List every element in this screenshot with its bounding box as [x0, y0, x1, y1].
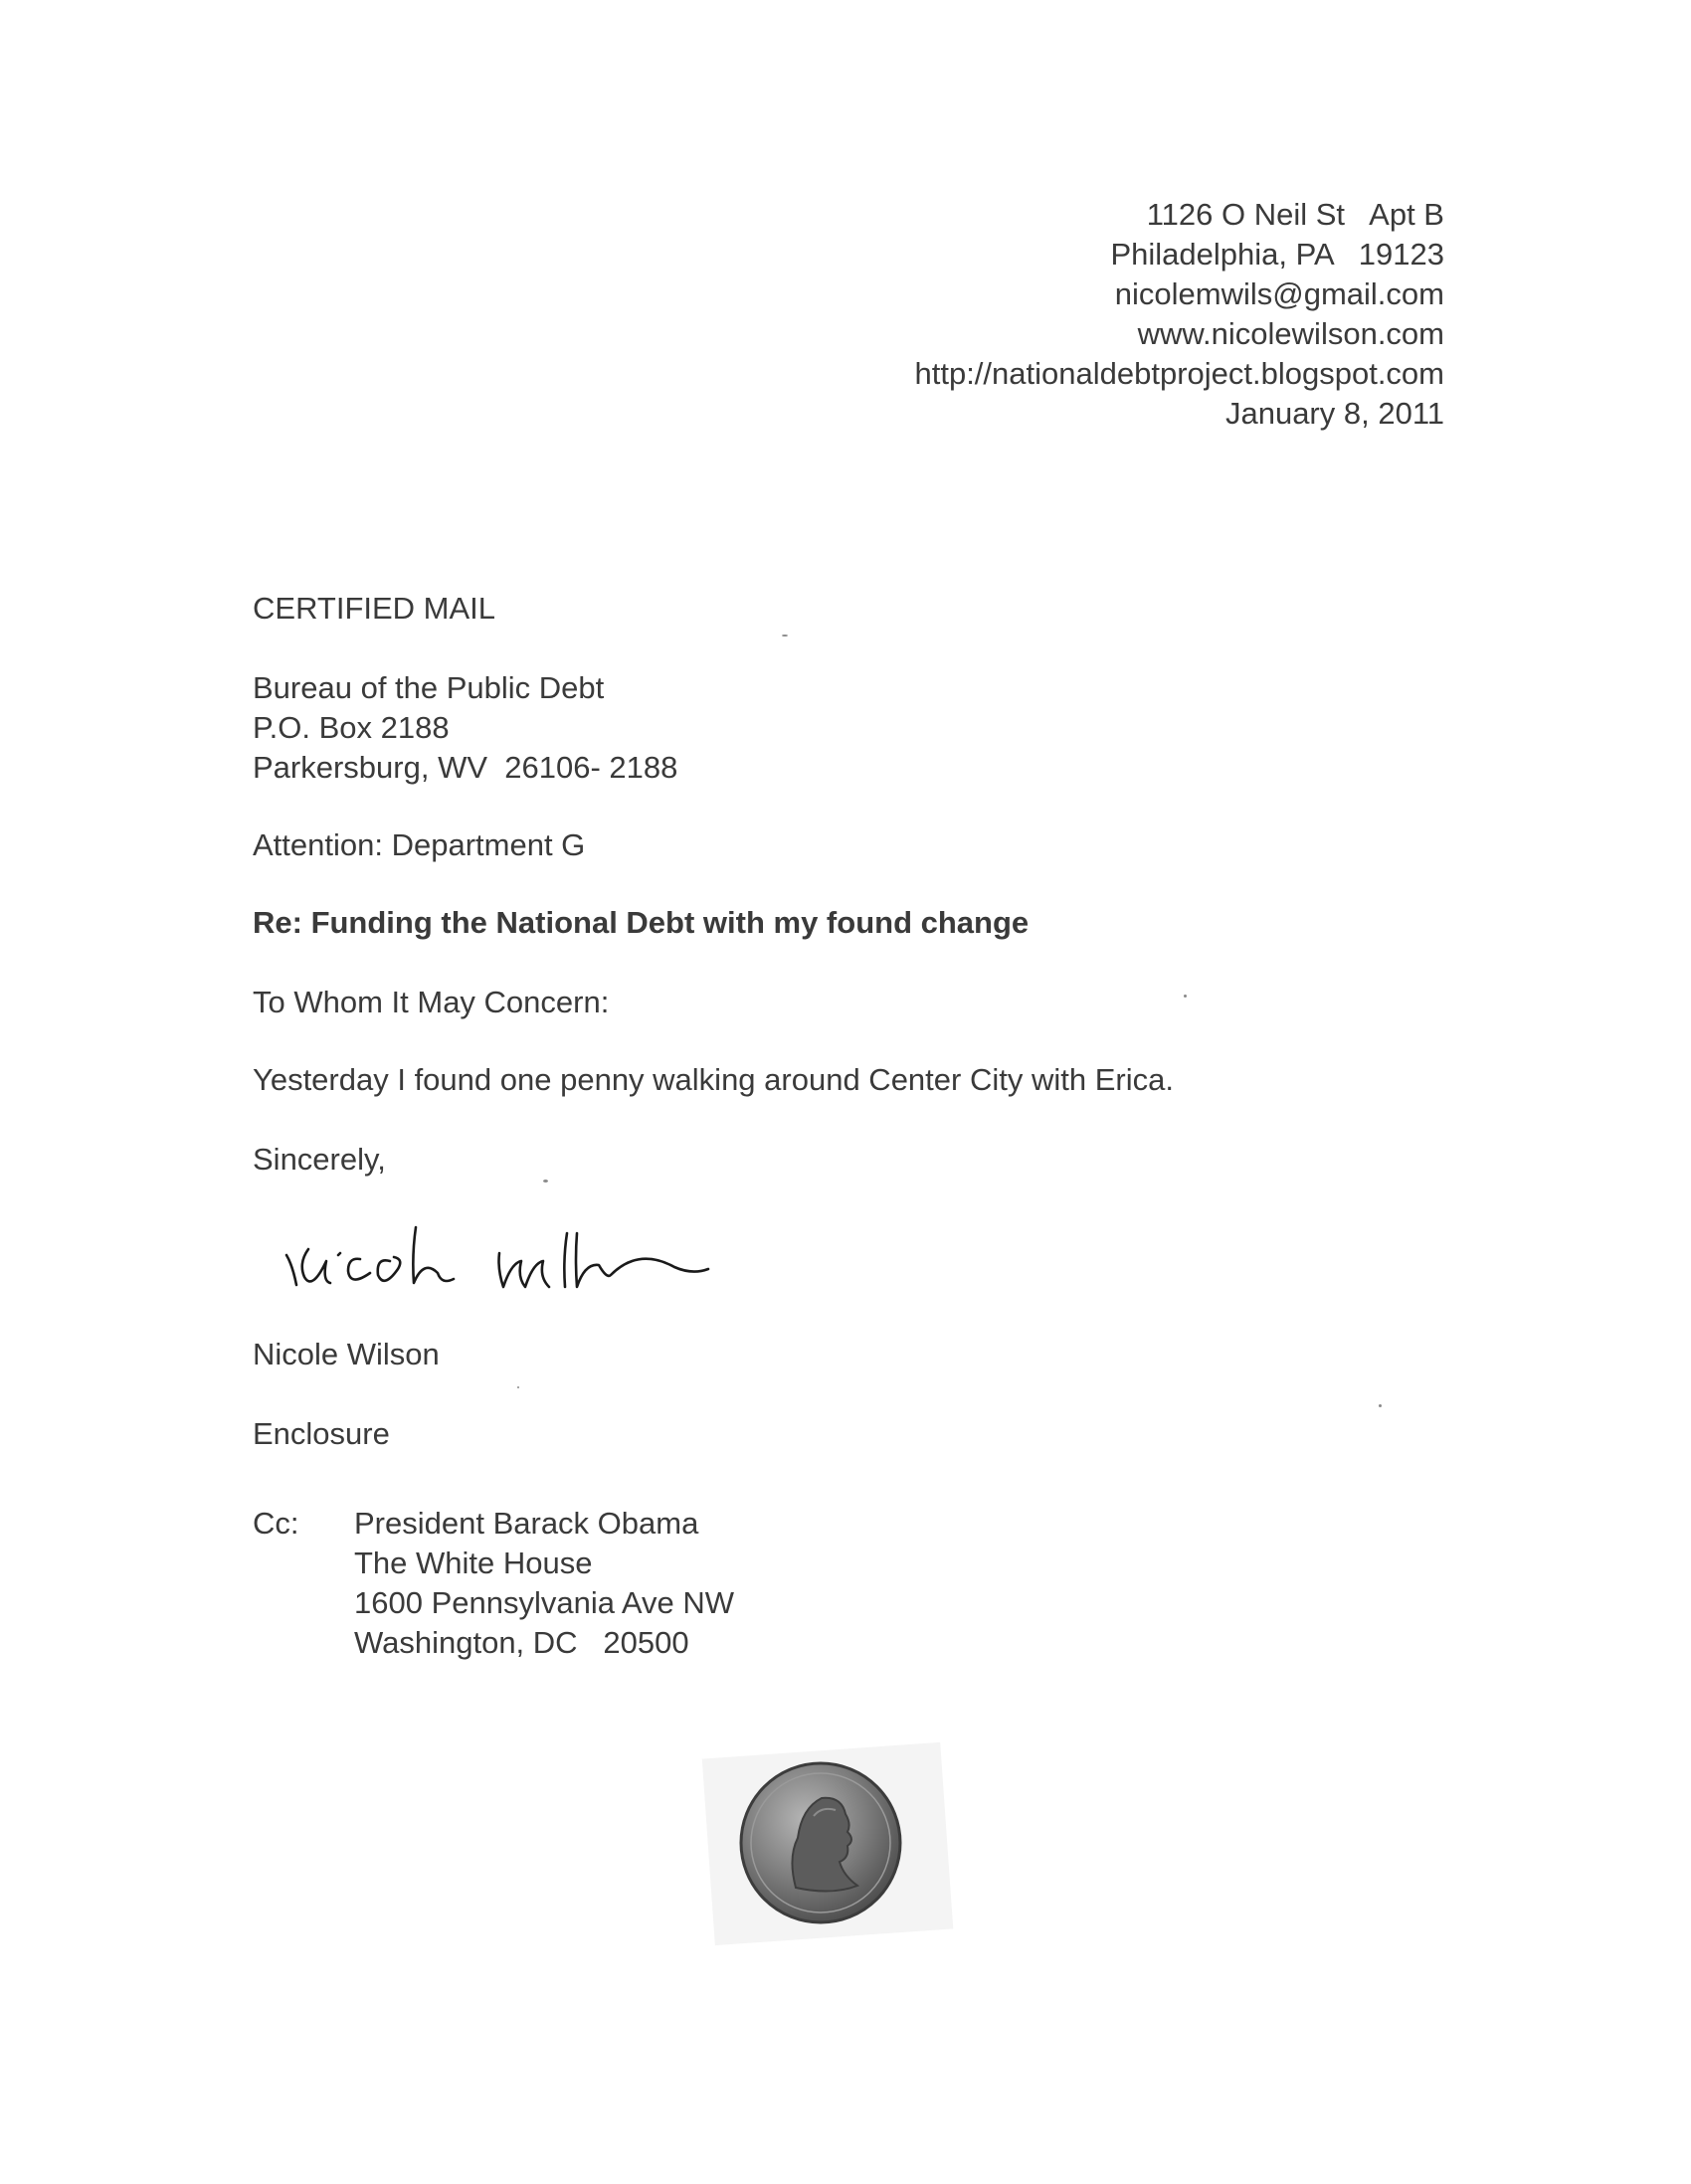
recipient-city: Parkersburg, WV 26106- 2188 — [253, 750, 678, 785]
scan-speck — [1184, 995, 1187, 998]
handwritten-signature — [279, 1203, 736, 1313]
letter-date: January 8, 2011 — [1224, 396, 1444, 431]
sender-website: www.nicolewilson.com — [1137, 316, 1444, 351]
cc-recipient-org: The White House — [354, 1546, 593, 1580]
subject-line: Re: Funding the National Debt with my found change — [253, 905, 1030, 940]
closing: Sincerely, — [253, 1142, 386, 1177]
sender-blog: http://nationaldebtproject.blogspot.com — [914, 356, 1444, 391]
sender-street: 1126 O Neil St Apt B — [1146, 197, 1444, 232]
enclosure-line: Enclosure — [253, 1416, 390, 1451]
cc-recipient-city: Washington, DC 20500 — [354, 1625, 689, 1660]
mail-type: CERTIFIED MAIL — [253, 591, 496, 626]
cc-label: Cc: — [253, 1506, 299, 1541]
scan-speck — [517, 1386, 519, 1388]
scan-speck — [782, 635, 788, 637]
recipient-name: Bureau of the Public Debt — [253, 670, 605, 705]
penny-coin-icon — [736, 1758, 905, 1927]
cc-recipient-name: President Barack Obama — [354, 1506, 699, 1541]
scan-speck — [1379, 1404, 1382, 1407]
scan-speck — [543, 1180, 548, 1183]
attention-line: Attention: Department G — [253, 827, 586, 862]
signer-name: Nicole Wilson — [253, 1337, 440, 1371]
salutation: To Whom It May Concern: — [253, 985, 610, 1019]
cc-recipient-block — [354, 1504, 734, 1663]
sender-email: nicolemwils@gmail.com — [1114, 276, 1444, 311]
sender-address-block — [914, 195, 1444, 434]
cc-recipient-street: 1600 Pennsylvania Ave NW — [354, 1585, 734, 1620]
sender-city: Philadelphia, PA 19123 — [1110, 237, 1444, 272]
recipient-po-box: P.O. Box 2188 — [253, 710, 450, 745]
letter-body: Yesterday I found one penny walking around Center City with Erica. — [253, 1062, 1174, 1097]
